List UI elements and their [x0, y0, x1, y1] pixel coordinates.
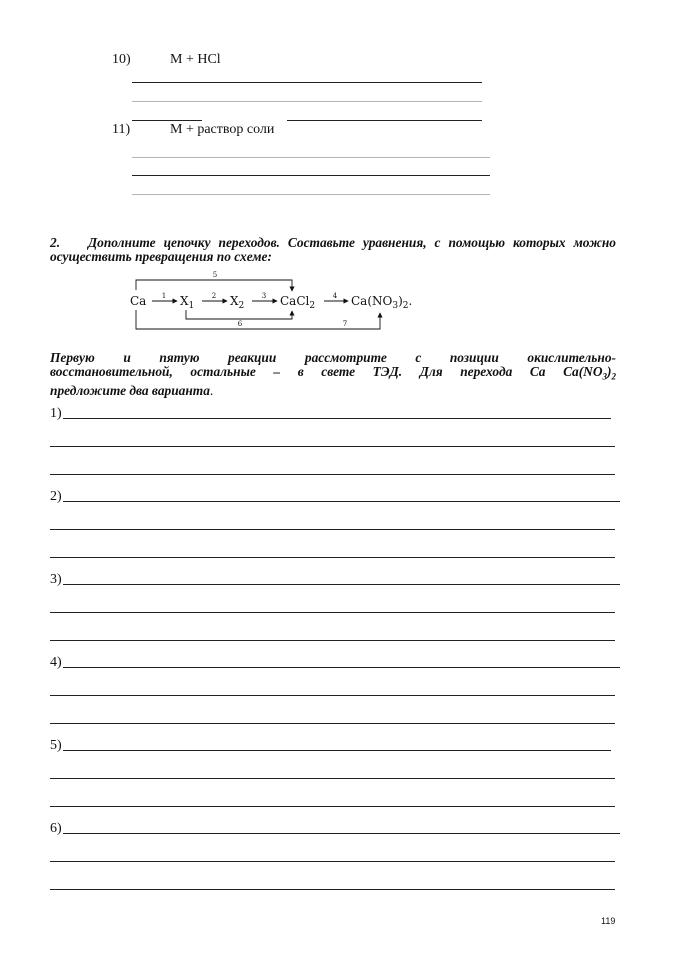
formula-cano3-2: $Ca(NO_3)_2$.	[351, 294, 413, 311]
answer-label: 1)	[50, 406, 62, 421]
answer-line[interactable]	[63, 667, 620, 668]
instruction-line: Первую и пятую реакции рассмотрите с позиции окислительно-	[50, 350, 616, 365]
answer-line[interactable]	[50, 529, 615, 530]
answer-line[interactable]	[287, 120, 482, 121]
arrow-label-4: 4	[332, 292, 338, 300]
answer-line[interactable]	[63, 418, 611, 419]
formula-ca: Ca	[130, 294, 147, 308]
arrow-label-7: 7	[342, 320, 348, 328]
arrow-label-1: 1	[161, 292, 167, 300]
answer-label: 5)	[50, 738, 62, 753]
item-number: 10)	[112, 52, 131, 67]
answer-line[interactable]	[63, 501, 620, 502]
answer-line[interactable]	[50, 446, 615, 447]
task-heading	[50, 236, 616, 264]
transformation-scheme	[125, 268, 455, 340]
answer-line[interactable]	[132, 82, 482, 83]
answer-line[interactable]	[50, 889, 615, 890]
instruction-line: восстановительной, остальные – в свете ТЭД. Для перехода Ca $Ca(NO_3)_2$	[50, 364, 616, 382]
answer-line[interactable]	[50, 612, 615, 613]
arrow-label-3: 3	[261, 292, 267, 300]
formula-x1: $X_1$	[180, 294, 195, 311]
answer-label: 4)	[50, 655, 62, 670]
instruction-line: предложите два варианта.	[50, 382, 214, 398]
answer-line[interactable]	[50, 640, 615, 641]
answer-line[interactable]	[50, 861, 615, 862]
answer-line[interactable]	[132, 194, 490, 195]
answer-line[interactable]	[132, 175, 490, 176]
answer-line[interactable]	[63, 750, 611, 751]
task-number: 2.	[50, 235, 61, 250]
answer-line[interactable]	[63, 584, 620, 585]
arrow-label-6: 6	[237, 320, 243, 328]
answer-line[interactable]	[50, 806, 615, 807]
answer-line[interactable]	[50, 695, 615, 696]
item-text: M + HCl	[170, 52, 221, 67]
task-heading-text: Дополните цепочку переходов. Составьте уравнения, с помощью которых можно осуществить превращения по схеме:	[50, 235, 616, 264]
answer-label: 3)	[50, 572, 62, 587]
item-text: M + раствор соли	[170, 122, 275, 137]
item-number: 11)	[112, 122, 131, 137]
answer-line[interactable]	[132, 157, 490, 158]
answer-line[interactable]	[132, 120, 202, 121]
answer-label: 2)	[50, 489, 62, 504]
arrow-label-5: 5	[212, 271, 218, 279]
arrow-label-2: 2	[211, 292, 217, 300]
page-number: 119	[601, 916, 616, 926]
answer-line[interactable]	[50, 723, 615, 724]
answer-line[interactable]	[50, 474, 615, 475]
answer-line[interactable]	[50, 778, 615, 779]
formula-cacl2: CaCl$_2$	[280, 294, 316, 311]
answer-line[interactable]	[50, 557, 615, 558]
answer-label: 6)	[50, 821, 62, 836]
task-instruction	[50, 351, 616, 398]
answer-line[interactable]	[63, 833, 620, 834]
answer-line[interactable]	[132, 101, 482, 102]
formula-x2: $X_2$	[230, 294, 245, 311]
